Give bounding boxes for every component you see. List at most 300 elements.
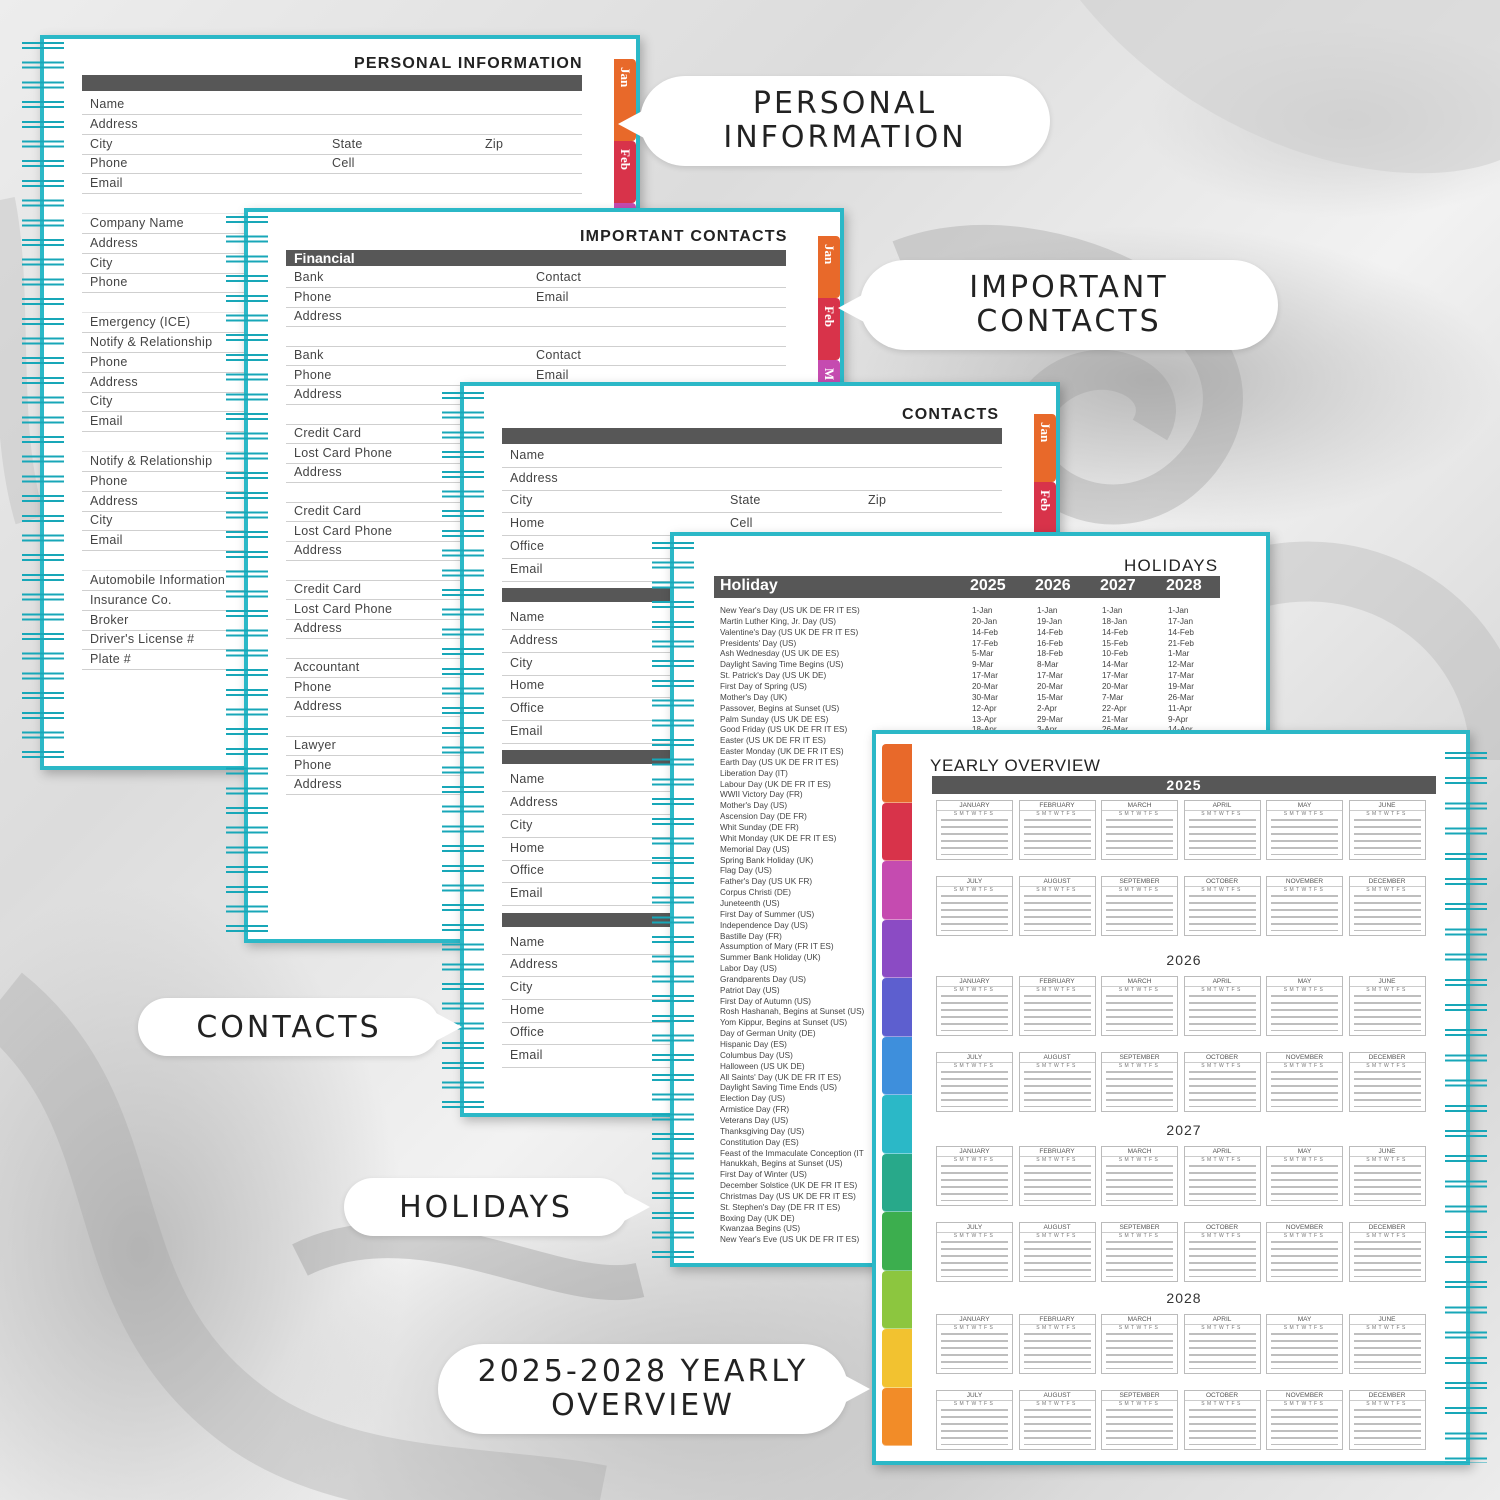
mini-month[interactable] xyxy=(936,1052,1013,1112)
holiday-date: 17-Mar xyxy=(1037,671,1063,681)
mini-month[interactable] xyxy=(1019,876,1096,936)
weekday-header: SMTWTFS xyxy=(1036,987,1078,993)
month-name: AUGUST xyxy=(1020,1223,1095,1233)
holiday-row xyxy=(714,617,1220,628)
day-grid xyxy=(941,819,1008,855)
day-grid xyxy=(1354,819,1421,855)
form-label: Plate # xyxy=(90,652,132,667)
weekday-header: SMTWTFS xyxy=(1201,1063,1243,1069)
weekday-header: SMTWTFS xyxy=(1036,1401,1078,1407)
weekday-header: SMTWTFS xyxy=(1366,1401,1408,1407)
month-name: DECEMBER xyxy=(1350,1223,1425,1233)
form-label: Email xyxy=(510,561,543,576)
weekday-header: SMTWTFS xyxy=(1118,1157,1161,1163)
month-name: APRIL xyxy=(1185,1315,1260,1325)
holiday-name: Spring Bank Holiday (UK) xyxy=(720,855,814,865)
header-2027: 2027 xyxy=(1100,577,1136,594)
day-grid xyxy=(1189,819,1256,855)
holiday-date: 26-Mar xyxy=(1168,692,1194,702)
form-label: City xyxy=(510,817,533,832)
form-label: Name xyxy=(90,97,125,111)
holiday-name: Easter (US UK DE FR IT ES) xyxy=(720,736,826,746)
weekday-header: SMTWTFS xyxy=(953,987,996,993)
form-line[interactable] xyxy=(286,327,786,347)
weekday-header: SMTWTFS xyxy=(1118,1401,1161,1407)
spiral-binding xyxy=(226,212,268,942)
weekday-header: SMTWTFS xyxy=(1201,1325,1243,1331)
form-label: Notify & Relationship xyxy=(90,335,213,349)
holiday-date: 30-Mar xyxy=(972,692,998,702)
mini-month[interactable] xyxy=(1266,876,1343,936)
header-holiday: Holiday xyxy=(720,577,778,594)
holiday-name: Columbus Day (US) xyxy=(720,1050,793,1060)
tab-jan[interactable]: Jan xyxy=(1034,414,1056,482)
header-2026: 2026 xyxy=(1035,577,1071,594)
month-tab[interactable] xyxy=(882,978,912,1037)
form-label: Address xyxy=(90,235,138,250)
callout-text: HOLIDAYS xyxy=(399,1189,573,1225)
holiday-date: 21-Feb xyxy=(1168,638,1194,648)
holiday-date: 17-Mar xyxy=(972,671,998,681)
holiday-name: Ash Wednesday (US UK DE ES) xyxy=(720,649,840,659)
yearly-overview-page xyxy=(872,730,1470,1465)
holiday-name: Halloween (US UK DE) xyxy=(720,1061,805,1071)
mini-month[interactable] xyxy=(1101,1052,1178,1112)
form-line[interactable] xyxy=(286,307,786,327)
form-label: Email xyxy=(510,723,543,738)
weekday-header: SMTWTFS xyxy=(953,811,996,817)
mini-month[interactable] xyxy=(1266,976,1343,1036)
month-tab[interactable] xyxy=(882,744,912,803)
mini-month[interactable] xyxy=(1184,1314,1261,1374)
holiday-name: Boxing Day (UK DE) xyxy=(720,1213,795,1223)
month-tab[interactable] xyxy=(882,1037,912,1096)
form-label: Phone xyxy=(294,367,332,382)
mini-month[interactable] xyxy=(1266,1390,1343,1450)
form-label: Bank xyxy=(294,270,324,284)
tab-feb[interactable]: Feb xyxy=(1034,482,1056,540)
weekday-header: SMTWTFS xyxy=(1118,1063,1161,1069)
holiday-date: 29-Mar xyxy=(1037,714,1063,724)
holiday-date: 17-Jan xyxy=(1168,616,1194,626)
mini-month[interactable] xyxy=(1266,800,1343,860)
tab-feb[interactable]: Feb xyxy=(818,298,840,360)
form-label: Phone xyxy=(90,473,128,488)
month-name: OCTOBER xyxy=(1185,1391,1260,1401)
month-name: FEBRUARY xyxy=(1020,977,1095,987)
day-grid xyxy=(941,895,1008,931)
header-bar xyxy=(82,75,582,91)
holiday-name: Martin Luther King, Jr. Day (US) xyxy=(720,616,837,626)
month-tab[interactable] xyxy=(882,1154,912,1213)
holiday-name: Daylight Saving Time Ends (US) xyxy=(720,1083,837,1093)
holiday-row xyxy=(714,628,1220,639)
holiday-name: December Solstice (UK DE FR IT ES) xyxy=(720,1181,858,1191)
holiday-date: 9-Mar xyxy=(972,660,994,670)
day-grid xyxy=(941,1333,1008,1369)
month-tab[interactable] xyxy=(882,1329,912,1388)
callout-line-1: PERSONAL xyxy=(752,86,938,121)
month-tab[interactable] xyxy=(882,861,912,920)
form-label: Accountant xyxy=(294,660,360,674)
mini-month[interactable] xyxy=(1349,976,1426,1036)
weekday-header: SMTWTFS xyxy=(953,1233,996,1239)
weekday-header: SMTWTFS xyxy=(1201,1401,1243,1407)
mini-month[interactable] xyxy=(1349,1390,1426,1450)
form-label: Phone xyxy=(90,275,128,290)
day-grid xyxy=(1189,995,1256,1031)
weekday-header: SMTWTFS xyxy=(1036,1063,1078,1069)
form-label: Bank xyxy=(294,348,324,362)
form-label: Address xyxy=(510,470,558,485)
mini-month[interactable] xyxy=(1266,1146,1343,1206)
day-grid xyxy=(1271,1165,1338,1201)
holiday-name: St. Stephen's Day (DE FR IT ES) xyxy=(720,1202,841,1212)
month-name: JANUARY xyxy=(937,1315,1012,1325)
month-name: JULY xyxy=(937,1223,1012,1233)
holiday-row xyxy=(714,649,1220,660)
form-line[interactable] xyxy=(502,491,1002,513)
form-label: Zip xyxy=(868,493,887,508)
mini-month[interactable] xyxy=(1184,1146,1261,1206)
form-label: Home xyxy=(510,678,545,693)
weekday-header: SMTWTFS xyxy=(1036,1325,1078,1331)
day-grid xyxy=(1354,995,1421,1031)
holiday-date: 18-Jan xyxy=(1102,616,1128,626)
mini-month[interactable] xyxy=(936,1146,1013,1206)
form-label: Address xyxy=(294,621,342,635)
day-grid xyxy=(1271,895,1338,931)
form-label: Address xyxy=(294,699,342,713)
holiday-name: Labour Day (UK DE FR IT ES) xyxy=(720,779,831,789)
spiral-binding xyxy=(442,388,484,1113)
holiday-name: Independence Day (US) xyxy=(720,920,808,930)
holiday-date: 12-Mar xyxy=(1168,660,1194,670)
day-grid xyxy=(1106,1241,1173,1277)
day-grid xyxy=(1024,1333,1091,1369)
weekday-header: SMTWTFS xyxy=(1283,811,1326,817)
month-name: SEPTEMBER xyxy=(1102,1053,1177,1063)
holiday-date: 14-Feb xyxy=(1102,627,1128,637)
form-label: City xyxy=(510,980,533,994)
holiday-name: Mother's Day (US) xyxy=(720,801,788,811)
mini-month[interactable] xyxy=(1266,1052,1343,1112)
holiday-date: 1-Jan xyxy=(1102,606,1123,615)
mini-month[interactable] xyxy=(1349,1314,1426,1374)
form-line[interactable] xyxy=(82,115,582,135)
month-name: FEBRUARY xyxy=(1020,801,1095,811)
mini-month[interactable] xyxy=(1349,1052,1426,1112)
holiday-name: New Year's Day (US UK DE FR IT ES) xyxy=(720,606,860,615)
month-name: JUNE xyxy=(1350,977,1425,987)
holiday-date: 16-Feb xyxy=(1037,638,1063,648)
page-title: CONTACTS xyxy=(902,406,1000,423)
form-label: City xyxy=(90,136,113,151)
weekday-header: SMTWTFS xyxy=(1283,1325,1326,1331)
mini-month[interactable] xyxy=(1101,1222,1178,1282)
weekday-header: SMTWTFS xyxy=(1283,987,1326,993)
holiday-name: Whit Sunday (DE FR) xyxy=(720,823,799,832)
day-grid xyxy=(941,1241,1008,1277)
form-label: Address xyxy=(294,465,342,479)
day-grid xyxy=(941,995,1008,1031)
holiday-date: 21-Mar xyxy=(1102,714,1128,724)
mini-month[interactable] xyxy=(1184,1390,1261,1450)
form-label: Email xyxy=(510,885,543,900)
holiday-date: 19-Mar xyxy=(1168,681,1194,691)
weekday-header: SMTWTFS xyxy=(1366,887,1408,893)
year-bar xyxy=(932,776,1436,794)
spiral-binding xyxy=(652,538,694,1263)
month-name: JANUARY xyxy=(937,801,1012,811)
month-name: JUNE xyxy=(1350,1315,1425,1325)
tab-jan[interactable]: Jan xyxy=(818,236,840,298)
month-name: OCTOBER xyxy=(1185,1053,1260,1063)
page-title: IMPORTANT CONTACTS xyxy=(580,228,788,245)
page-title: YEARLY OVERVIEW xyxy=(930,756,1101,775)
form-label: Company Name xyxy=(90,216,184,230)
mini-month[interactable] xyxy=(1101,976,1178,1036)
month-name: NOVEMBER xyxy=(1267,1223,1342,1233)
mini-month[interactable] xyxy=(936,800,1013,860)
form-line[interactable] xyxy=(286,346,786,366)
holiday-name: Mother's Day (UK) xyxy=(720,692,788,702)
month-name: MARCH xyxy=(1102,801,1177,811)
mini-month[interactable] xyxy=(1019,1222,1096,1282)
header-bar xyxy=(502,428,1002,444)
weekday-header: SMTWTFS xyxy=(1201,887,1243,893)
weekday-header: SMTWTFS xyxy=(1366,1063,1408,1069)
form-label: Zip xyxy=(485,136,504,151)
form-line[interactable] xyxy=(286,288,786,308)
holiday-name: Memorial Day (US) xyxy=(720,844,790,854)
form-line[interactable] xyxy=(82,135,582,155)
form-label: Phone xyxy=(294,289,332,304)
holiday-date: 13-Apr xyxy=(972,714,997,724)
month-name: SEPTEMBER xyxy=(1102,877,1177,887)
month-tab[interactable] xyxy=(882,1095,912,1154)
day-grid xyxy=(1024,995,1091,1031)
form-label: Lawyer xyxy=(294,738,337,752)
mini-month[interactable] xyxy=(1349,876,1426,936)
form-line[interactable] xyxy=(502,469,1002,491)
mini-month[interactable] xyxy=(1266,1222,1343,1282)
form-line[interactable] xyxy=(502,446,1002,468)
day-grid xyxy=(941,1165,1008,1201)
month-name: FEBRUARY xyxy=(1020,1147,1095,1157)
month-name: JULY xyxy=(937,1053,1012,1063)
day-grid xyxy=(1189,1071,1256,1107)
form-label: Home xyxy=(510,840,545,855)
weekday-header: SMTWTFS xyxy=(1036,1233,1078,1239)
form-label: Contact xyxy=(536,270,582,284)
form-label: Office xyxy=(510,1025,545,1040)
day-grid xyxy=(1024,1241,1091,1277)
holiday-name: Juneteenth (US) xyxy=(720,898,780,908)
mini-month[interactable] xyxy=(1101,1146,1178,1206)
mini-month[interactable] xyxy=(1019,976,1096,1036)
day-grid xyxy=(1024,1165,1091,1201)
holiday-name: Father's Day (US UK FR) xyxy=(720,877,813,887)
year-label: 2026 xyxy=(1166,952,1202,968)
holiday-name: Assumption of Mary (FR IT ES) xyxy=(720,942,834,952)
mini-month[interactable] xyxy=(936,976,1013,1036)
mini-month[interactable] xyxy=(1184,976,1261,1036)
mini-month[interactable] xyxy=(936,1314,1013,1374)
form-label: City xyxy=(90,394,113,409)
holiday-date: 15-Mar xyxy=(1037,692,1063,702)
holiday-name: Thanksgiving Day (US) xyxy=(720,1126,805,1136)
mini-month[interactable] xyxy=(1184,876,1261,936)
holiday-name: St. Patrick's Day (US UK DE) xyxy=(720,671,827,681)
holiday-name: Daylight Saving Time Begins (US) xyxy=(720,660,844,670)
day-grid xyxy=(1024,819,1091,855)
financial-label: Financial xyxy=(294,250,355,266)
year-label: 2025 xyxy=(1166,777,1202,793)
form-label: Lost Card Phone xyxy=(294,523,393,538)
month-name: NOVEMBER xyxy=(1267,1053,1342,1063)
form-line[interactable] xyxy=(82,174,582,194)
form-label: City xyxy=(90,255,113,270)
mini-month[interactable] xyxy=(1019,1052,1096,1112)
day-grid xyxy=(1106,819,1173,855)
month-name: MAY xyxy=(1267,1147,1342,1157)
callout-line-2: CONTACTS xyxy=(976,304,1162,339)
holiday-name: Christmas Day (US UK DE FR IT ES) xyxy=(720,1191,856,1201)
month-name: DECEMBER xyxy=(1350,877,1425,887)
month-tab[interactable] xyxy=(882,1271,912,1330)
month-tab[interactable] xyxy=(882,803,912,862)
month-name: NOVEMBER xyxy=(1267,1391,1342,1401)
day-grid xyxy=(1189,1333,1256,1369)
holiday-row xyxy=(714,693,1220,704)
mini-month[interactable] xyxy=(1349,800,1426,860)
month-name: APRIL xyxy=(1185,1147,1260,1157)
holiday-date: 7-Mar xyxy=(1102,692,1124,702)
form-line[interactable] xyxy=(82,154,582,174)
mini-month[interactable] xyxy=(1101,1314,1178,1374)
form-label: Email xyxy=(90,176,123,191)
mini-month[interactable] xyxy=(1266,1314,1343,1374)
header-2025: 2025 xyxy=(970,577,1006,594)
holiday-name: First Day of Summer (US) xyxy=(720,909,815,919)
holiday-name: Palm Sunday (US UK DE ES) xyxy=(720,714,829,724)
month-tab[interactable] xyxy=(882,920,912,979)
month-name: NOVEMBER xyxy=(1267,877,1342,887)
month-tab[interactable] xyxy=(882,1388,912,1447)
holiday-date: 8-Mar xyxy=(1037,660,1059,670)
form-label: Name xyxy=(510,934,545,949)
form-line[interactable] xyxy=(82,95,582,115)
holiday-row xyxy=(714,671,1220,682)
mini-month[interactable] xyxy=(1019,1146,1096,1206)
holiday-date: 10-Feb xyxy=(1102,649,1128,659)
holiday-name: Easter Monday (UK DE FR IT ES) xyxy=(720,747,844,757)
holiday-date: 14-Feb xyxy=(1168,627,1194,637)
month-name: FEBRUARY xyxy=(1020,1315,1095,1325)
form-label: City xyxy=(510,655,533,670)
mini-month[interactable] xyxy=(1184,1052,1261,1112)
holiday-date: 14-Mar xyxy=(1102,660,1128,670)
mini-month[interactable] xyxy=(1101,800,1178,860)
holiday-name: Day of German Unity (DE) xyxy=(720,1029,816,1039)
weekday-header: SMTWTFS xyxy=(1366,1325,1408,1331)
month-name: APRIL xyxy=(1185,801,1260,811)
month-tab[interactable] xyxy=(882,1212,912,1271)
weekday-header: SMTWTFS xyxy=(953,887,996,893)
mini-month[interactable] xyxy=(936,876,1013,936)
holiday-name: Veterans Day (US) xyxy=(720,1115,789,1125)
day-grid xyxy=(1271,819,1338,855)
mini-month[interactable] xyxy=(1019,1314,1096,1374)
holiday-date: 17-Feb xyxy=(972,638,998,648)
month-tabs xyxy=(818,212,840,400)
holiday-date: 12-Apr xyxy=(972,703,997,713)
form-label: Address xyxy=(510,632,558,647)
form-line[interactable] xyxy=(286,268,786,288)
form-label: Name xyxy=(510,448,545,462)
callout-line-2: OVERVIEW xyxy=(551,1388,735,1423)
mini-month[interactable] xyxy=(1349,1222,1426,1282)
holiday-name: All Saints' Day (UK DE FR IT ES) xyxy=(720,1072,842,1082)
form-label: Address xyxy=(294,387,342,401)
month-name: MARCH xyxy=(1102,1315,1177,1325)
day-grid xyxy=(1189,895,1256,931)
mini-month[interactable] xyxy=(1019,800,1096,860)
tab-jan[interactable]: Jan xyxy=(614,59,636,141)
tab-feb[interactable]: Feb xyxy=(614,141,636,203)
weekday-header: SMTWTFS xyxy=(1283,1063,1326,1069)
day-grid xyxy=(1271,1241,1338,1277)
weekday-header: SMTWTFS xyxy=(1036,811,1078,817)
month-name: AUGUST xyxy=(1020,1053,1095,1063)
mini-month[interactable] xyxy=(1349,1146,1426,1206)
form-label: Insurance Co. xyxy=(90,592,172,607)
weekday-header: SMTWTFS xyxy=(1201,1157,1243,1163)
weekday-header: SMTWTFS xyxy=(1118,1233,1161,1239)
page-title: PERSONAL INFORMATION xyxy=(354,55,583,72)
month-name: MARCH xyxy=(1102,977,1177,987)
holiday-name: WWII Victory Day (FR) xyxy=(720,790,803,800)
callout-line-1: 2025-2028 YEARLY xyxy=(477,1354,809,1389)
weekday-header: SMTWTFS xyxy=(1283,887,1326,893)
tab-mar[interactable]: M xyxy=(818,360,840,400)
year-label: 2028 xyxy=(1166,1290,1202,1306)
mini-month[interactable] xyxy=(1184,1222,1261,1282)
month-name: JANUARY xyxy=(937,977,1012,987)
mini-month[interactable] xyxy=(936,1222,1013,1282)
holiday-row xyxy=(714,606,1220,617)
day-grid xyxy=(1106,1071,1173,1107)
mini-month[interactable] xyxy=(1184,800,1261,860)
holiday-name: Election Day (US) xyxy=(720,1094,786,1104)
mini-month[interactable] xyxy=(1101,876,1178,936)
weekday-header: SMTWTFS xyxy=(1366,1233,1408,1239)
holiday-name: Armistice Day (FR) xyxy=(720,1105,790,1115)
month-name: DECEMBER xyxy=(1350,1391,1425,1401)
mini-month[interactable] xyxy=(1019,1390,1096,1450)
weekday-header: SMTWTFS xyxy=(1118,811,1161,817)
holiday-name: Constitution Day (ES) xyxy=(720,1137,799,1147)
mini-month[interactable] xyxy=(1101,1390,1178,1450)
form-label: Address xyxy=(90,116,138,131)
weekday-header: SMTWTFS xyxy=(1366,987,1408,993)
form-label: Emergency (ICE) xyxy=(90,315,191,330)
holidays-header xyxy=(714,576,1220,598)
form-label: Address xyxy=(294,543,342,557)
form-label: Lost Card Phone xyxy=(294,445,393,460)
mini-month[interactable] xyxy=(936,1390,1013,1450)
